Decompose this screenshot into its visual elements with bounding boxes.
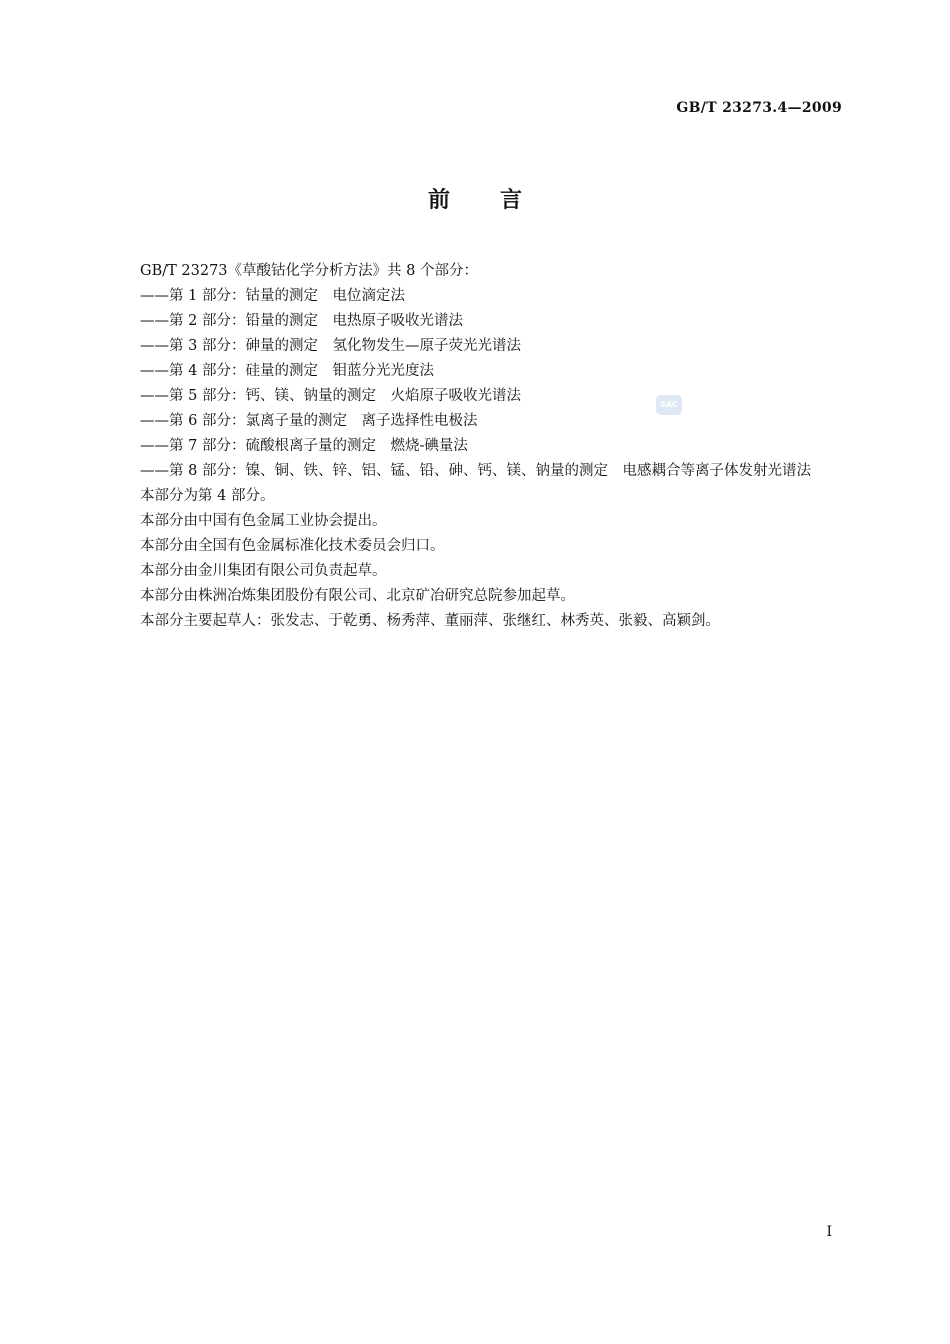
sac-watermark-logo: SAC — [656, 395, 682, 415]
text-line: 本部分由中国有色金属工业协会提出。 — [140, 513, 387, 529]
part-list-item: ——第 3 部分：砷量的测定 氢化物发生—原子荧光光谱法 — [140, 338, 521, 354]
part-list-item: ——第 4 部分：硅量的测定 钼蓝分光光度法 — [140, 363, 434, 379]
text-line: 本部分由株洲冶炼集团股份有限公司、北京矿冶研究总院参加起草。 — [140, 588, 575, 604]
text-line: 本部分为第 4 部分。 — [140, 488, 275, 504]
page-title: 前言 — [427, 187, 572, 213]
text-line: 本部分由金川集团有限公司负责起草。 — [140, 563, 387, 579]
part-list-item: ——第 2 部分：铅量的测定 电热原子吸收光谱法 — [140, 313, 463, 329]
text-line: 本部分主要起草人：张发志、于乾勇、杨秀萍、董丽萍、张继红、林秀英、张毅、高颖剑。 — [140, 613, 720, 629]
text-line: 本部分由全国有色金属标准化技术委员会归口。 — [140, 538, 445, 554]
standard-code: GB/T 23273.4—2009 — [676, 100, 842, 116]
part-list-item: ——第 1 部分：钴量的测定 电位滴定法 — [140, 288, 405, 304]
foreword-body — [140, 259, 840, 634]
part-list-item: ——第 5 部分：钙、镁、钠量的测定 火焰原子吸收光谱法 — [140, 388, 521, 404]
part-list-item: ——第 6 部分：氯离子量的测定 离子选择性电极法 — [140, 413, 478, 429]
text-line: GB/T 23273《草酸钴化学分析方法》共 8 个部分： — [140, 263, 478, 279]
page-number: I — [826, 1224, 832, 1240]
part-list-item: ——第 8 部分：镍、铜、铁、锌、铝、锰、铅、砷、钙、镁、钠量的测定 电感耦合等离子体发射光谱法 — [140, 463, 811, 479]
part-list-item: ——第 7 部分：硫酸根离子量的测定 燃烧-碘量法 — [140, 438, 468, 454]
